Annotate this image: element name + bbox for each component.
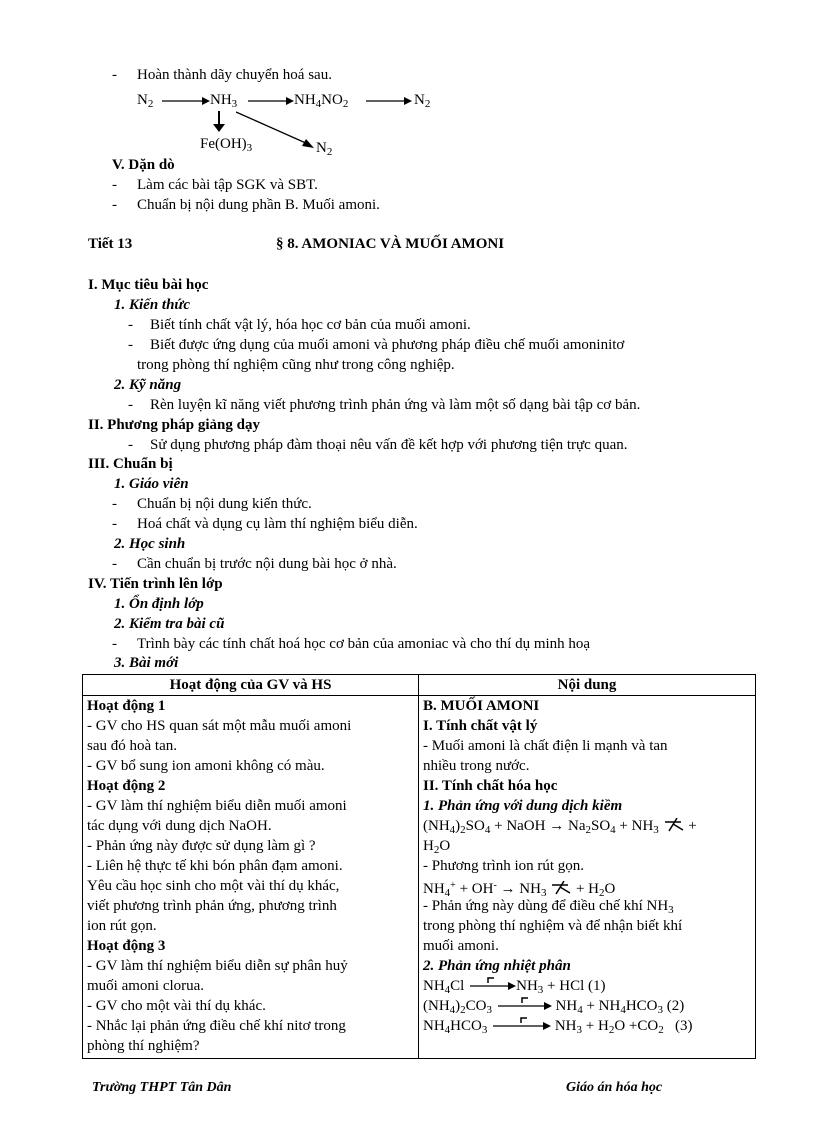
reaction-arrow: → xyxy=(500,881,516,897)
chemical-title: II. Tính chất hóa học xyxy=(423,778,558,794)
task-dash: - xyxy=(112,67,117,83)
activity-line: - GV làm thí nghiệm biểu diễn muối amoni xyxy=(87,798,347,814)
gas-release-icon xyxy=(550,881,572,895)
chain-arrow-down xyxy=(212,111,226,133)
physical-line-2: nhiều trong nước. xyxy=(423,758,530,774)
muoi-amoni-title: B. MUỐI AMONI xyxy=(423,698,540,714)
section-5-dash-2: - xyxy=(112,197,117,213)
activity-line: muối amoni clorua. xyxy=(87,978,205,994)
gas-release-icon xyxy=(663,818,685,832)
reaction-arrow: → xyxy=(549,818,565,834)
lesson-title: § 8. AMONIAC VÀ MUỐI AMONI xyxy=(276,236,505,252)
section-5-title: V. Dặn dò xyxy=(112,157,175,173)
student-title: 2. Học sinh xyxy=(114,536,186,552)
equation-3: $NH_4Cl$ $NH_3$ + HCl (1) xyxy=(423,978,606,996)
chain-n2: $N_2$ xyxy=(137,92,154,110)
prep-title: III. Chuẩn bị xyxy=(88,456,173,472)
equation-1: $(NH_4)_2SO_4$ + NaOH → $Na_2SO_4 + NH_3$ + xyxy=(423,818,697,836)
activity-line: viết phương trình phản ứng, phương trình xyxy=(87,898,337,914)
process-step-1: 1. Ổn định lớp xyxy=(114,596,204,612)
chain-nh4no2: $NH_4NO_2$ xyxy=(294,92,349,110)
footer-doc-type: Giáo án hóa học xyxy=(566,1080,663,1095)
knowledge-item-1: Biết tính chất vật lý, hóa học cơ bản của muối amoni. xyxy=(150,317,471,333)
activity-line: Yêu cầu học sinh cho một vài thí dụ khác, xyxy=(87,878,340,894)
teacher-dash-1: - xyxy=(112,496,117,512)
chain-n2-end: $N_2$ xyxy=(414,92,431,110)
physical-line-1: - Muối amoni là chất điện li mạnh và tan xyxy=(423,738,668,754)
knowledge-dash-1: - xyxy=(128,317,133,333)
lesson-table xyxy=(82,674,756,1059)
heat-arrow-icon xyxy=(491,1017,551,1031)
activity-title: Hoạt động 3 xyxy=(87,938,166,954)
use-line-1: - Phản ứng này dùng để điều chế khí $NH_3$ xyxy=(423,898,674,916)
reaction-thermal-title: 2. Phản ứng nhiệt phân xyxy=(423,958,571,974)
ionic-title: - Phương trình ion rút gọn. xyxy=(423,858,585,874)
chain-arrow-3 xyxy=(366,96,412,106)
physical-title: I. Tính chất vật lý xyxy=(423,718,538,734)
activity-line: - Phản ứng này được sử dụng làm gì ? xyxy=(87,838,316,854)
teacher-item-1: Chuẩn bị nội dung kiến thức. xyxy=(137,496,312,512)
table-header-row xyxy=(83,675,756,696)
skills-title: 2. Kỹ năng xyxy=(114,377,182,393)
objectives-title: I. Mục tiêu bài học xyxy=(88,277,209,293)
activity-line: - GV cho HS quan sát một mẫu muối amoni xyxy=(87,718,352,734)
table-header-content: Nội dung xyxy=(419,675,756,696)
equation-1-cont: $H_2O$ xyxy=(423,838,451,856)
activity-title: Hoạt động 1 xyxy=(87,698,166,714)
content-cell xyxy=(419,696,756,1059)
activity-line: - Liên hệ thực tế khi bón phân đạm amoni. xyxy=(87,858,343,874)
use-line-3: muối amoni. xyxy=(423,938,499,954)
chain-nh3: $NH_3$ xyxy=(210,92,238,110)
activity-line: ion rút gọn. xyxy=(87,918,157,934)
footer-school: Trường THPT Tân Dân xyxy=(92,1080,232,1095)
section-5-item-2: Chuẩn bị nội dung phần B. Muối amoni. xyxy=(137,197,380,213)
process-step-2-dash: - xyxy=(112,636,117,652)
heat-arrow-icon xyxy=(496,997,552,1011)
heat-arrow-icon xyxy=(468,977,516,991)
teacher-title: 1. Giáo viên xyxy=(114,476,189,492)
knowledge-item-2-cont: trong phòng thí nghiệm cũng như trong công nghiệp. xyxy=(137,357,455,373)
student-item-1: Cần chuẩn bị trước nội dung bài học ở nhà. xyxy=(137,556,397,572)
method-title: II. Phương pháp giảng dạy xyxy=(88,417,260,433)
knowledge-dash-2: - xyxy=(128,337,133,353)
student-dash-1: - xyxy=(112,556,117,572)
reaction-alkali-title: 1. Phản ứng với dung dịch kiềm xyxy=(423,798,623,814)
equation-2: $NH_4^+ + OH^- \to NH_3 + H_2O$ xyxy=(423,880,616,899)
activity-line: - GV bổ sung ion amoni không có màu. xyxy=(87,758,325,774)
task-text: Hoàn thành dãy chuyển hoá sau. xyxy=(137,67,332,83)
equation-4: $(NH_4)_2CO_3$ $NH_4 + NH_4HCO_3$ (2) xyxy=(423,998,685,1016)
skills-dash-1: - xyxy=(128,397,133,413)
activity-line: - Nhắc lại phản ứng điều chế khí nitơ trong xyxy=(87,1018,346,1034)
method-dash-1: - xyxy=(128,437,133,453)
knowledge-item-2: Biết được ứng dụng của muối amoni và phương pháp điều chế muối amoninitơ xyxy=(150,337,625,353)
chain-n2-side: $N_2$ xyxy=(316,140,333,158)
knowledge-title: 1. Kiến thức xyxy=(114,297,191,313)
table-header-activities: Hoạt động của GV và HS xyxy=(83,675,419,696)
activity-line: phòng thí nghiệm? xyxy=(87,1038,200,1054)
activity-line: - GV làm thí nghiệm biểu diễn sự phân huỷ xyxy=(87,958,348,974)
process-title: IV. Tiến trình lên lớp xyxy=(88,576,223,592)
process-step-2-item: Trình bày các tính chất hoá học cơ bản của amoniac và cho thí dụ minh hoạ xyxy=(137,636,591,652)
activities-cell xyxy=(83,696,419,1059)
activity-line: sau đó hoà tan. xyxy=(87,738,177,754)
chain-arrow-1 xyxy=(162,96,210,106)
activity-line: tác dụng với dung dịch NaOH. xyxy=(87,818,272,834)
process-step-2: 2. Kiểm tra bài cũ xyxy=(114,616,225,632)
table-body-row xyxy=(83,696,756,1059)
chain-feoh3: $Fe(OH)_3$ xyxy=(200,136,253,154)
process-step-3: 3. Bài mới xyxy=(114,655,179,671)
teacher-dash-2: - xyxy=(112,516,117,532)
use-line-2: trong phòng thí nghiệm và để nhận biết khí xyxy=(423,918,683,934)
chain-arrow-2 xyxy=(248,96,294,106)
method-item-1: Sử dụng phương pháp đàm thoại nêu vấn đề kết hợp với phương tiện trực quan. xyxy=(150,437,628,453)
section-5-dash-1: - xyxy=(112,177,117,193)
skills-item-1: Rèn luyện kĩ năng viết phương trình phản ứng và làm một số dạng bài tập cơ bản. xyxy=(150,397,641,413)
lesson-period: Tiết 13 xyxy=(88,236,133,252)
activity-line: - GV cho một vài thí dụ khác. xyxy=(87,998,266,1014)
activity-title: Hoạt động 2 xyxy=(87,778,166,794)
teacher-item-2: Hoá chất và dụng cụ làm thí nghiệm biểu diễn. xyxy=(137,516,418,532)
equation-5: $NH_4HCO_3$ $NH_3 + H_2O +CO_2$ (3) xyxy=(423,1018,693,1036)
section-5-item-1: Làm các bài tập SGK và SBT. xyxy=(137,177,318,193)
